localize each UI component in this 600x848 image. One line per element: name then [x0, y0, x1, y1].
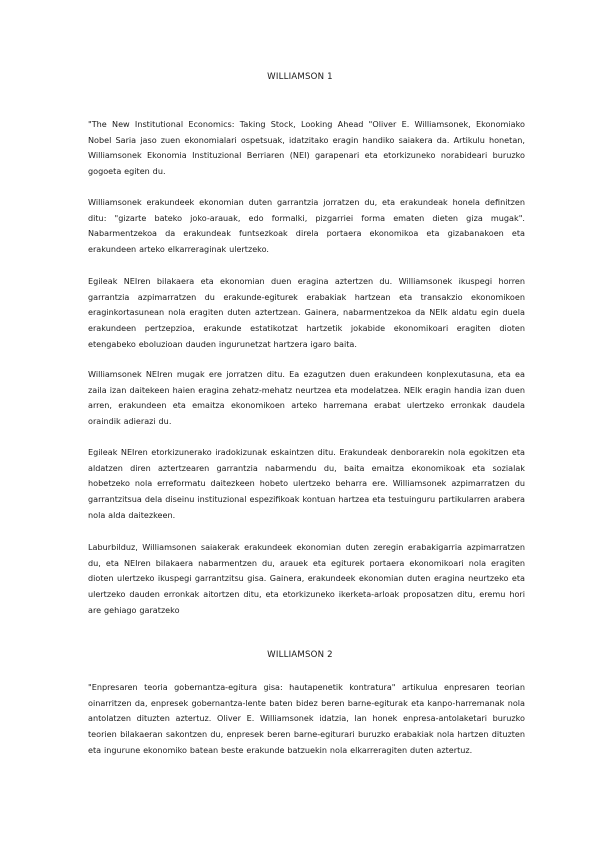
paragraph-1: "The New Institutional Economics: Taking Stock, Looking Ahead "Oliver E. Williamsonek, Ekonomiako Nobel Saria jaso zuen ekonomialari ospetsuak, idatzitako eragin handiko saiakera da. Artikulu honetan, Williamsonek Ekonomia Instituzional Berriaren (NEI) garapenari eta etorkizuneko norabideari buruzko gogoeta egiten du.: [88, 119, 525, 177]
paragraph-5: Egileak NEIren etorkizunerako iradokizunak eskaintzen ditu. Erakundeak denborarekin nola egokitzen eta aldatzen diren aztertzearen garrantzia nabarmendu du, baita emaitza ekonomikoak eta sozialak hobetzeko nola erreformatu daitezkeen hobeto ulertzeko beharra ere. Williamsonek azpimarratzen du garrantzitsua dela diseinu instituzional espezifikoak kontuan hartzea eta testuinguru partikularren arabera nola alda daitezkeen.: [88, 447, 525, 520]
section-title-williamson-1: WILLIAMSON 1: [267, 72, 333, 82]
paragraph-2: Williamsonek erakundeek ekonomian duten garrantzia jorratzen du, eta erakundeak honela definitzen ditu: "gizarte bateko joko-arauak, edo formalki, pizgarriei forma ematen dieten giza mugak". Nabarmentzekoa da erakundeak funtsezkoak direla portaera ekonomikoa eta gizabanakoen eta erakundeen arteko elkarreraginak ulertzeko.: [88, 197, 525, 255]
paragraph-3: Egileak NEIren bilakaera eta ekonomian duen eragina aztertzen du. Williamsonek ikuspegi horren garrantzia azpimarratzen du erakunde-egiturek erabakiak hartzean eta transakzio ekonomikoen eraginkortasunean nola eragiten duten aztertzean. Gainera, nabarmentzekoa da NEIk aldatu egin duela erakundeen pertzepzioa, erakunde estatikotzat hartzetik jokabide ekonomikoari eragiten dioten etengabeko eboluzioan dauden ingurunetzat hartzera igaro baita.: [88, 276, 525, 349]
paragraph-4: Williamsonek NEIren mugak ere jorratzen ditu. Ea ezagutzen duen erakundeen konplexutasuna, eta ea zaila izan daitekeen haien eragina zehatz-mehatz neurtzea eta modelatzea. NEIk eragin handia izan duen arren, erakundeen eta emaitza ekonomikoen arteko harremana erabat ulertzeko erronkak daudela oraindik adierazi du.: [88, 369, 525, 427]
paragraph-6: Laburbilduz, Williamsonen saiakerak erakundeek ekonomian duten zeregin erabakigarria azpimarratzen du, eta NEIren bilakaera nabarmentzen du, arauek eta egiturek portaera ekonomikoari nola eragiten dioten ulertzeko ikuspegi garrantzitsu gisa. Gainera, erakundeek ekonomian duten eragina neurtzeko eta ulertzeko dauden erronkak aitortzen ditu, eta etorkizuneko ikerketa-arloak proposatzen ditu, eremu hori are gehiago garatzeko: [88, 542, 525, 615]
paragraph-7: "Enpresaren teoria gobernantza-egitura gisa: hautapenetik kontratura" artikulua enpresaren teorian oinarritzen da, enpresek gobernantza-lente baten bidez beren barne-egiturak eta kanpo-harremanak nola antolatzen dituzten aztertuz. Oliver E. Williamsonek idatzia, lan honek enpresa-antolaketari buruzko teorien bilakaeran sakontzen du, enpresek beren barne-egiturari buruzko erabakiak nola hartzen dituzten eta ingurune ekonomiko batean beste erakunde batzuekin nola elkarreragiten duten aztertuz.: [88, 682, 525, 755]
section-title-williamson-2: WILLIAMSON 2: [267, 650, 333, 660]
